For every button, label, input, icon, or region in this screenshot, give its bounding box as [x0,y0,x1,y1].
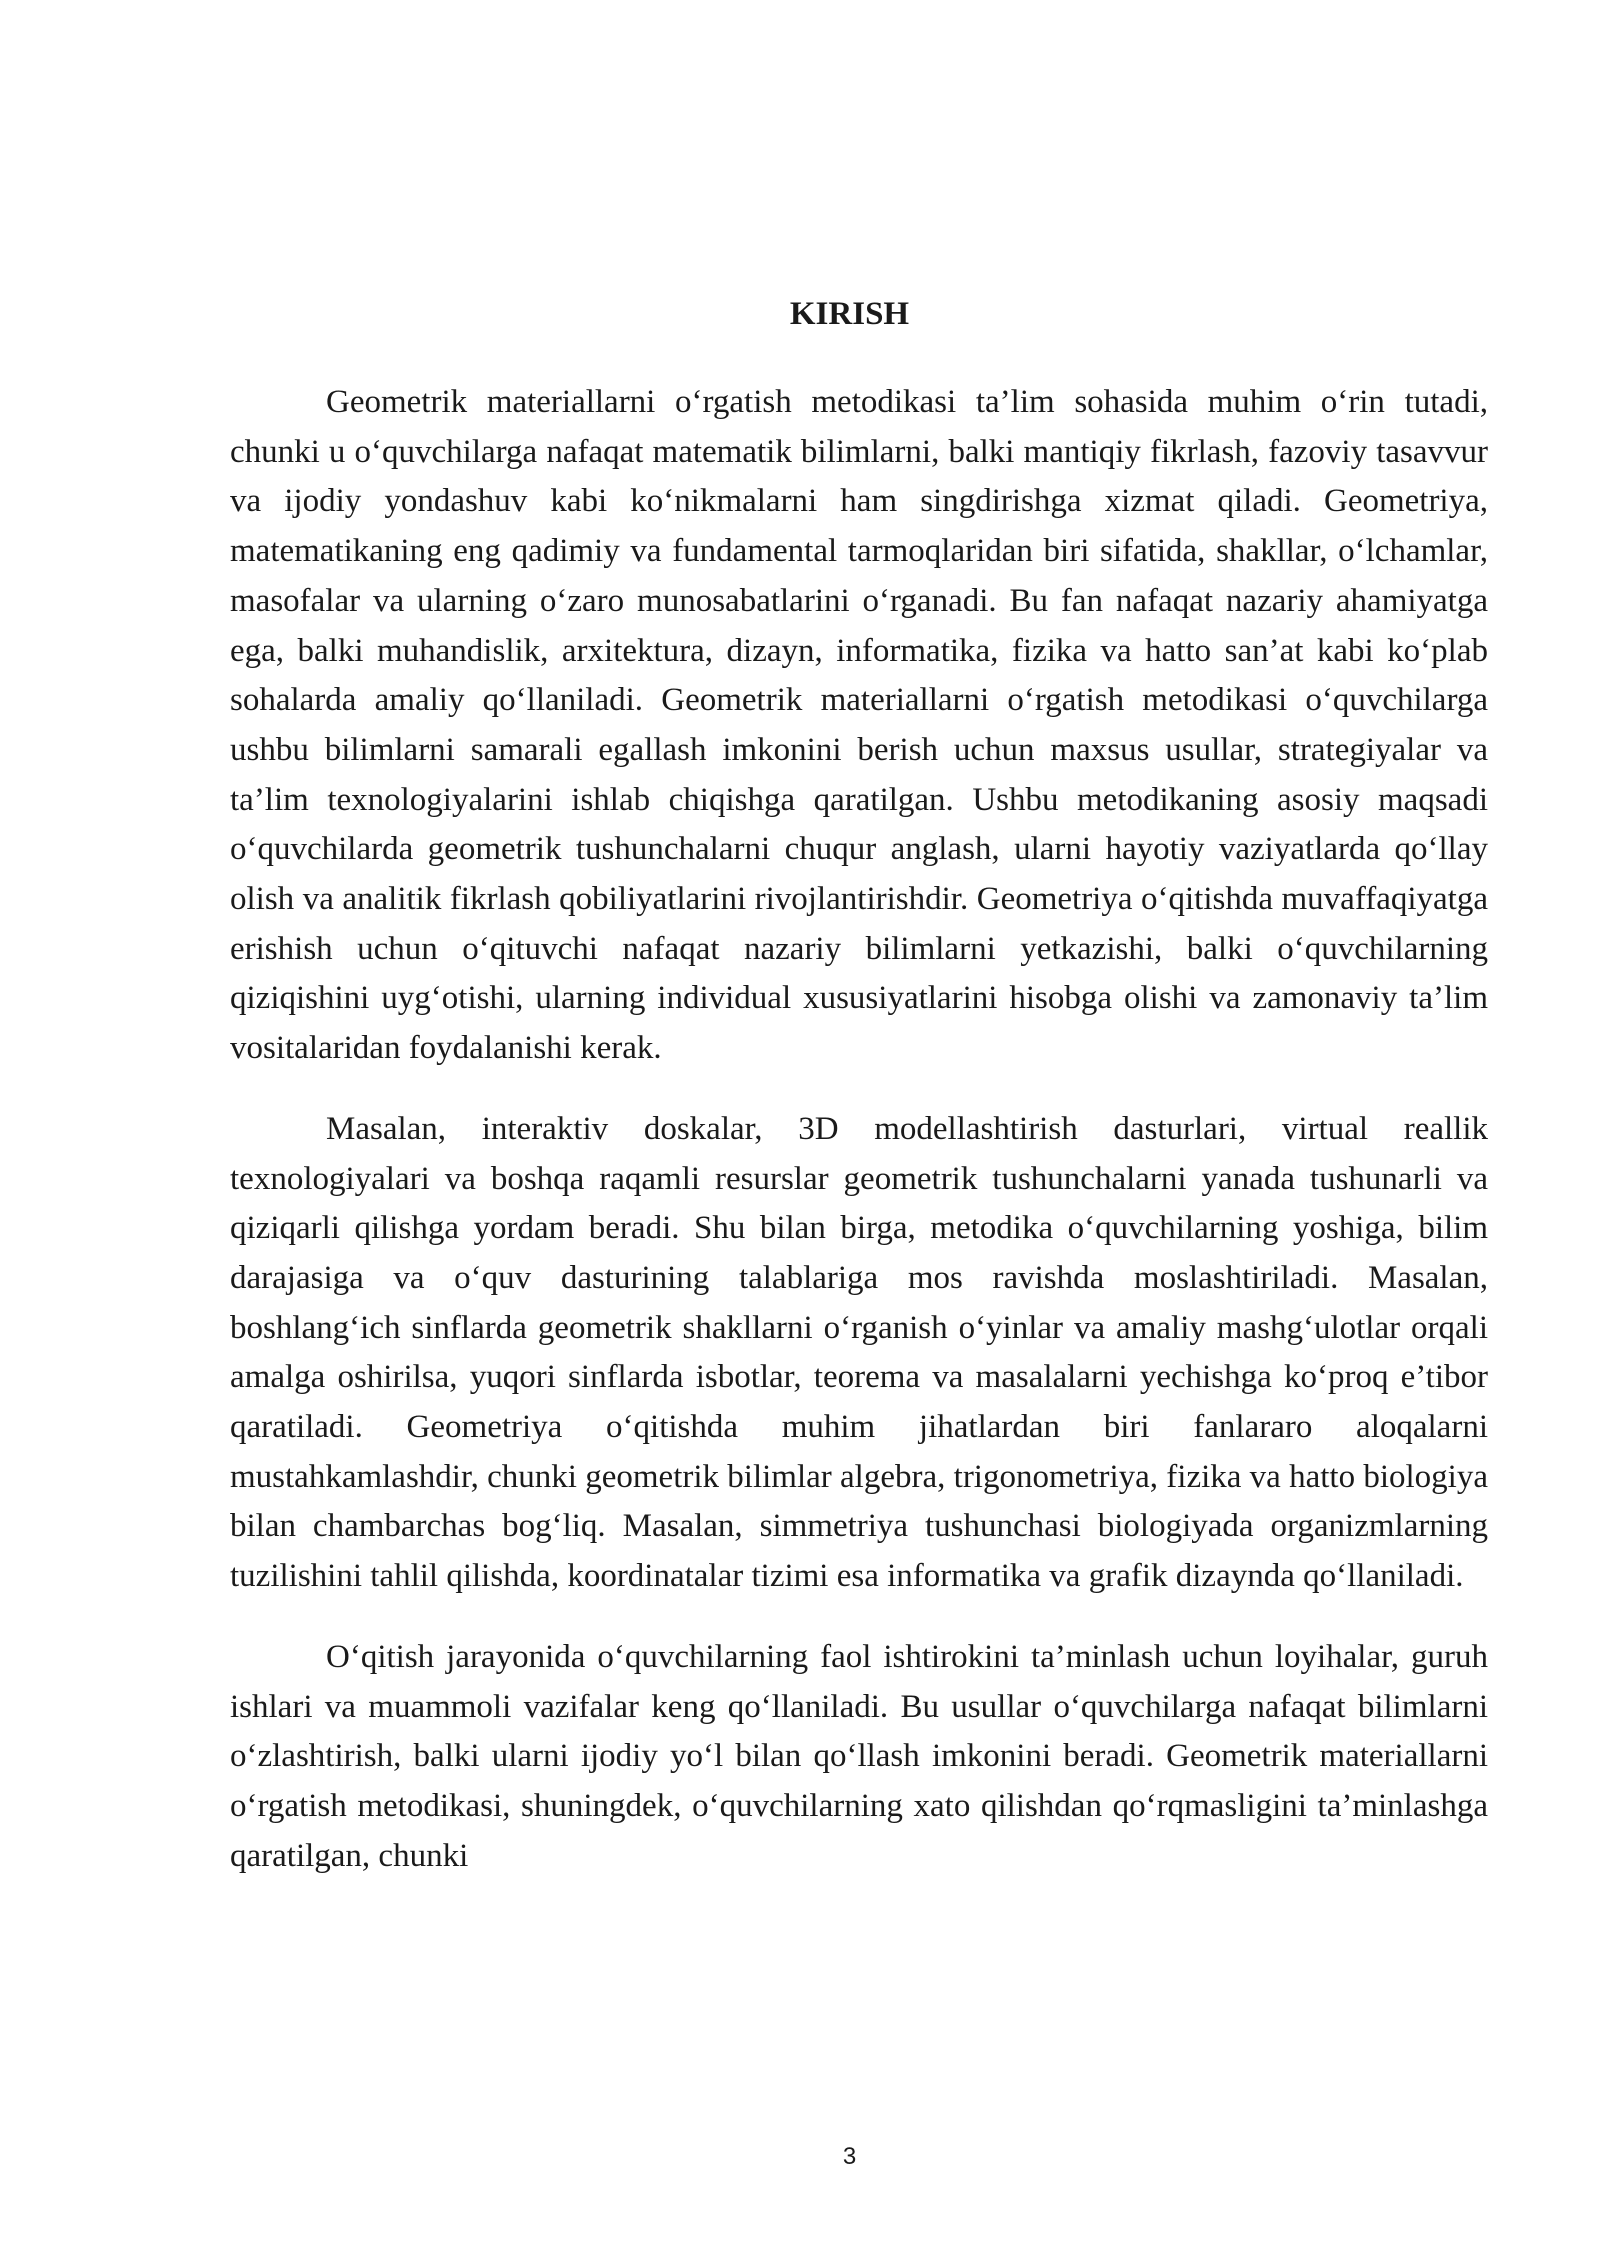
page-number: 3 [842,2143,857,2170]
page-title: KIRISH [789,296,910,332]
paragraph-2: Masalan, interaktiv doskalar, 3D modellashtirish dasturlari, virtual reallik texnologiyalari va boshqa raqamli resurslar geometrik tushunchalarni yanada tushunarli va qiziqarli qilishga yordam beradi. Shu bilan birga, metodika o‘quvchilarning yoshiga, bilim darajasiga va o‘quv dasturining talablariga mos ravishda moslashtiriladi. Masalan, boshlang‘ich sinflarda geometrik shakllarni o‘rganish o‘yinlar va amaliy mashg‘ulotlar orqali amalga oshirilsa, yuqori sinflarda isbotlar, teorema va masalalarni yechishga ko‘proq e’tibor qaratiladi. Geometriya o‘qitishda muhim jihatlardan biri fanlararo aloqalarni mustahkamlashdir, chunki geometrik bilimlar algebra, trigonometriya, fizika va hatto biologiya bilan chambarchas bog‘liq. Masalan, simmetriya tushunchasi biologiyada organizmlarning tuzilishini tahlil qilishda, koordinatalar tizimi esa informatika va grafik dizaynda qo‘llaniladi. [230,1110,1488,1595]
paragraph-1: Geometrik materiallarni o‘rgatish metodikasi ta’lim sohasida muhim o‘rin tutadi, chunki u o‘quvchilarga nafaqat matematik bilimlarni, balki mantiqiy fikrlash, fazoviy tasavvur va ijodiy yondashuv kabi ko‘nikmalarni ham singdirishga xizmat qiladi. Geometriya, matematikaning eng qadimiy va fundamental tarmoqlaridan biri sifatida, shakllar, o‘lchamlar, masofalar va ularning o‘zaro munosabatlarini o‘rganadi. Bu fan nafaqat nazariy ahamiyatga ega, balki muhandislik, arxitektura, dizayn, informatika, fizika va hatto san’at kabi ko‘plab sohalarda amaliy qo‘llaniladi. Geometrik materiallarni o‘rgatish metodikasi o‘quvchilarga ushbu bilimlarni samarali egallash imkonini berish uchun maxsus usullar, strategiyalar va ta’lim texnologiyalarini ishlab chiqishga qaratilgan. Ushbu metodikaning asosiy maqsadi o‘quvchilarda geometrik tushunchalarni chuqur anglash, ularni hayotiy vaziyatlarda qo‘llay olish va analitik fikrlash qobiliyatlarini rivojlantirishdir. Geometriya o‘qitishda muvaffaqiyatga erishish uchun o‘qituvchi nafaqat nazariy bilimlarni yetkazishi, balki o‘quvchilarning qiziqishini uyg‘otishi, ularning individual xususiyatlarini hisobga olishi va zamonaviy ta’lim vositalaridan foydalanishi kerak. [230,384,1488,1067]
document-body [230,378,1488,1912]
paragraph-3: O‘qitish jarayonida o‘quvchilarning faol ishtirokini ta’minlash uchun loyihalar, guruh ishlari va muammoli vazifalar keng qo‘llaniladi. Bu usullar o‘quvchilarga nafaqat bilimlarni o‘zlashtirish, balki ularni ijodiy yo‘l bilan qo‘llash imkonini beradi. Geometrik materiallarni o‘rgatish metodikasi, shuningdek, o‘quvchilarning xato qilishdan qo‘rqmasligini ta’minlashga qaratilgan, chunki [230,1638,1488,1874]
